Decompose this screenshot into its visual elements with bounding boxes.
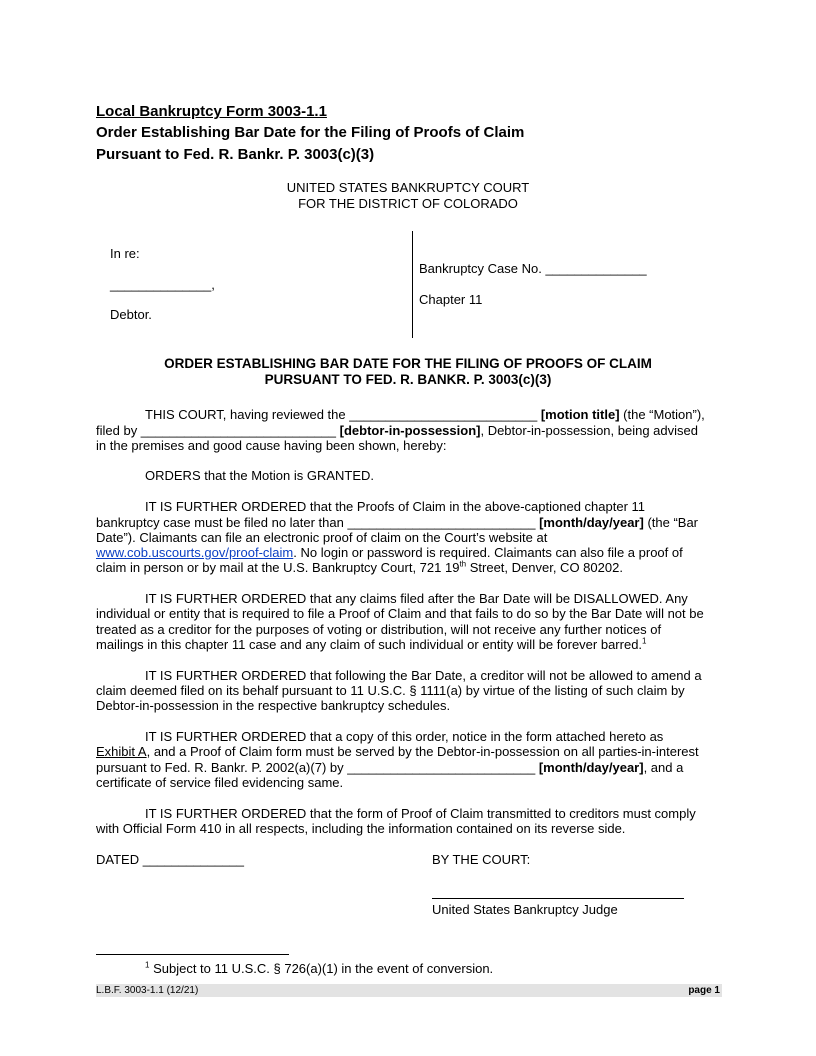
by-the-court-label: BY THE COURT: [432,852,531,867]
footnote-ref: 1 [642,636,647,646]
form-title: Local Bankruptcy Form 3003-1.1 [96,103,327,120]
p5-line3: Debtor-in-possession in the respective bankruptcy schedules. [96,698,451,713]
p4-line1: IT IS FURTHER ORDERED that any claims filed after the Bar Date will be DISALLOWED. Any [145,591,688,606]
p7-line1: IT IS FURTHER ORDERED that the form of Proof of Claim transmitted to creditors must comply [145,806,696,821]
dated-line: DATED ______________ [96,852,244,867]
page-number: page 1 [688,985,720,996]
p6-line4: certificate of service filed evidencing same. [96,775,344,790]
case-number: Bankruptcy Case No. ______________ [419,261,647,276]
p4-line3: treated as a creditor for the purposes of voting or distribution, will not receive any further notices of [96,622,662,637]
p3-line4: www.cob.uscourts.gov/proof-claim. No login or password is required. Claimants can also file a proof of [96,545,683,560]
debtor-label: Debtor. [110,307,152,322]
p3-line5: claim in person or by mail at the U.S. Bankruptcy Court, 721 19th Street, Denver, CO 80202. [96,559,623,575]
p4-line4: mailings in this chapter 11 case and any claim of such individual or entity will be forever barred.$^1$ [96,636,647,652]
footer-form-id: L.B.F. 3003-1.1 (12/21) [96,985,199,996]
order-title-rule: PURSUANT TO FED. R. BANKR. P. 3003(c)(3) [264,372,552,387]
form-subtitle-rule: Pursuant to Fed. R. Bankr. P. 3003(c)(3) [96,146,375,163]
proof-claim-link[interactable]: www.cob.uscourts.gov/proof-claim [96,545,294,560]
p3-line2: bankruptcy case must be filed no later than __________________________ [month/day/year] (the “Bar [96,515,699,530]
in-re-label: In re: [110,246,140,261]
p1-line3: in the premises and good cause having been shown, hereby: [96,438,447,453]
p4-line2: individual or entity that is required to file a Proof of Claim and that fails to do so by the Bar Date will not be [96,606,704,621]
page-footer [96,984,722,997]
p2-line1: ORDERS that the Motion is GRANTED. [145,468,375,483]
court-district: FOR THE DISTRICT OF COLORADO [298,196,518,211]
p3-line1: IT IS FURTHER ORDERED that the Proofs of Claim in the above-captioned chapter 11 [145,499,645,514]
chapter-label: Chapter 11 [419,292,483,307]
p1-line1: THIS COURT, having reviewed the __________________________ [motion title] (the “Motion”), [145,407,705,422]
p6-line2: Exhibit A, and a Proof of Claim form must be served by the Debtor-in-possession on all parties-in-interest [96,744,699,759]
caption-divider [412,231,413,338]
form-subtitle-line: Order Establishing Bar Date for the Filing of Proofs of Claim [96,124,525,141]
debtor-name-blank: ______________, [110,277,215,292]
footnote: $^1$ Subject to 11 U.S.C. § 726(a)(1) in the event of conversion. [145,960,494,976]
p6-line1: IT IS FURTHER ORDERED that a copy of this order, notice in the form attached hereto as [145,729,664,744]
p7-line2: with Official Form 410 in all respects, including the information contained on its reverse side. [96,821,626,836]
signature-line [432,898,684,899]
p3-line3: Date”). Claimants can file an electronic proof of claim on the Court’s website at [96,530,548,545]
p5-line1: IT IS FURTHER ORDERED that following the Bar Date, a creditor will not be allowed to amend a [145,668,702,683]
footnote-rule [96,954,289,955]
order-title: ORDER ESTABLISHING BAR DATE FOR THE FILING OF PROOFS OF CLAIM [164,356,652,371]
p6-line3: pursuant to Fed. R. Bankr. P. 2002(a)(7) by __________________________ [month/day/year], and a [96,760,684,775]
court-name: UNITED STATES BANKRUPTCY COURT [286,180,530,195]
p5-line2: claim deemed filed on its behalf pursuant to 11 U.S.C. § 1111(a) by virtue of the listing of such claim by [96,683,685,698]
p1-line2: filed by ___________________________ [debtor-in-possession], Debtor-in-possession, being advised [96,423,698,438]
judge-title: United States Bankruptcy Judge [432,902,618,917]
